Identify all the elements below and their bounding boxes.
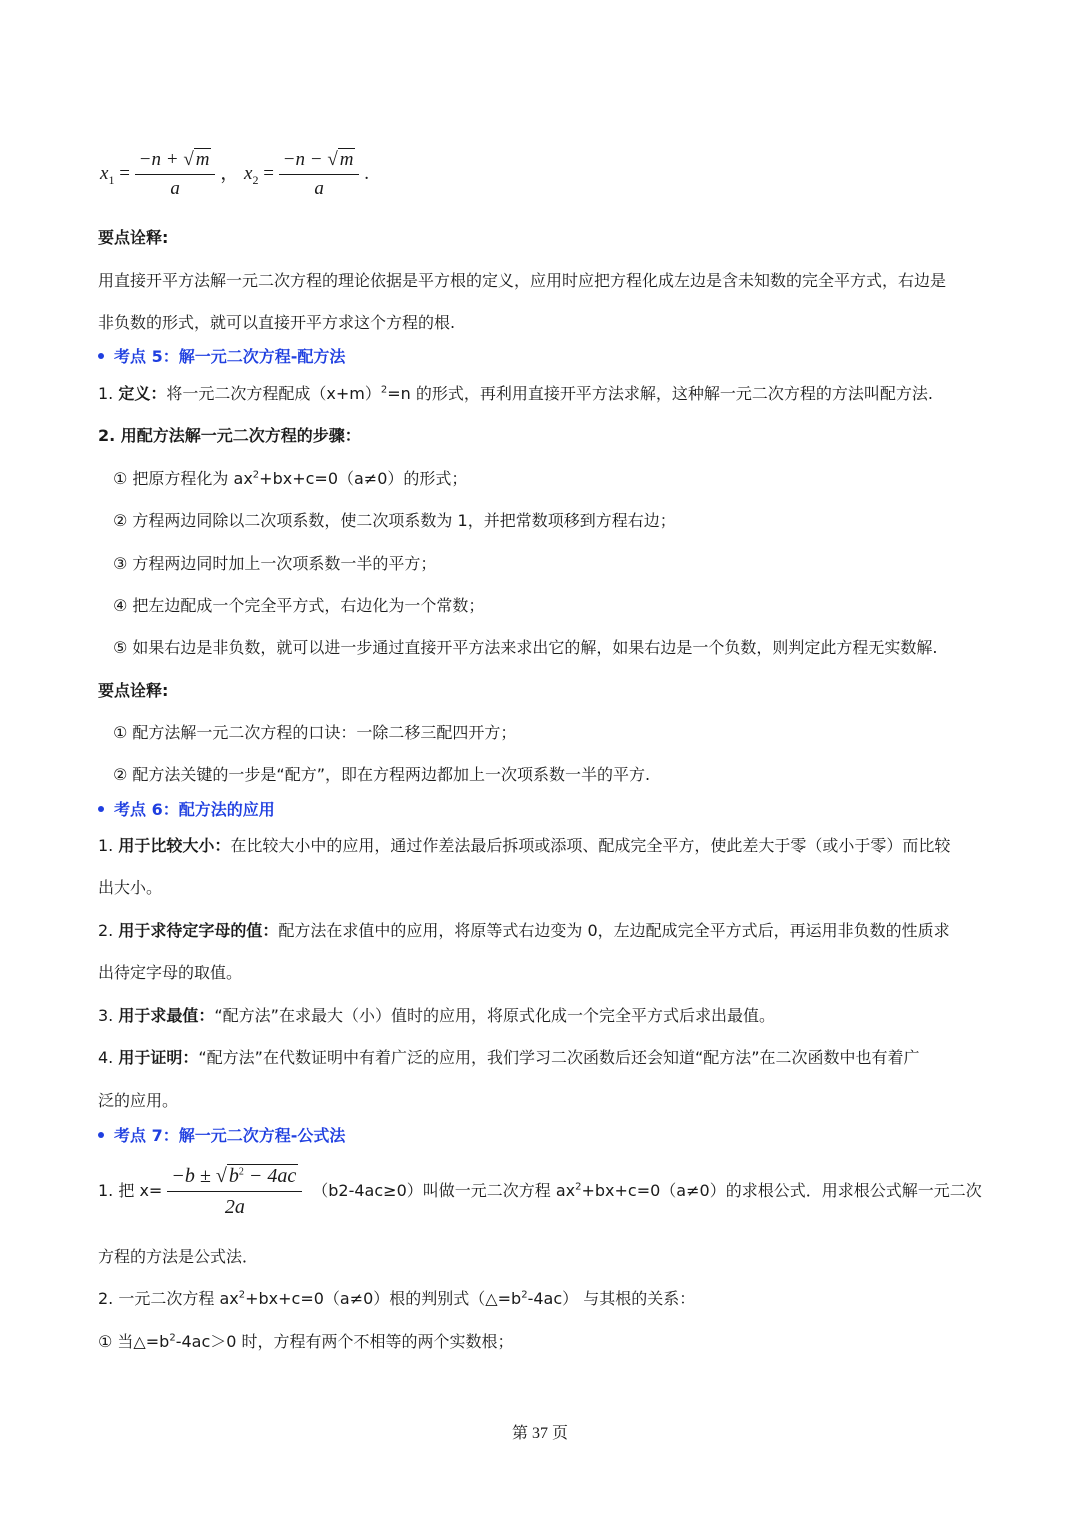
quadratic-formula: $\frac{-b \pm √ b^2 - 4ac}{2a}$ (167, 1163, 302, 1220)
kp6-item-2-cont: 出待定字母的取值。 (98, 963, 243, 982)
kp7-formula-cont: 方程的方法是公式法． (98, 1247, 259, 1266)
note1-line1: 用直接开平方法解一元二次方程的理论依据是平方根的定义，应用时应把方程化成左边是含未知数的完全平方式，右边是 (98, 271, 947, 290)
x1-label: $x_1$ (100, 162, 115, 187)
kp7-heading: 考点 7：解一元二次方程-公式法 (98, 1126, 345, 1146)
note1-line2: 非负数的形式，就可以直接开平方求这个方程的根. (98, 313, 456, 332)
bullet-dot (98, 353, 104, 359)
kp5-steps-title: 2. 用配方法解一元二次方程的步骤： (98, 426, 361, 445)
kp6-item-1: 1. 用于比较大小：在比较大小中的应用，通过作差法最后拆项或添项、配成完全平方，使此差大于零（或小于零）而比较 (98, 836, 951, 855)
x1-fraction: $\frac{-n + √ m}{a}$ (135, 148, 216, 201)
bullet-dot (98, 1132, 104, 1138)
kp6-item-1-cont: 出大小。 (98, 878, 163, 897)
kp5-definition: 1. 定义：将一元二次方程配成$(x+m)^2=n$ 的形式，再利用直接开平方法求解，这种解一元二次方程的方法叫配方法. (98, 384, 933, 403)
kp7-discriminant: 2. 一元二次方程 $ax^2+bx+c=0(a\ne 0)$根的判别式$(\triangle=b^2-4ac)$ 与其根的关系： (98, 1289, 696, 1308)
note2-item-2: ② 配方法关键的一步是“配方”，即在方程两边都加上一次项系数一半的平方. (113, 765, 651, 784)
x2-label: $x_2$ (244, 162, 259, 187)
kp5-step-3: ③ 方程两边同时加上一次项系数一半的平方； (113, 554, 437, 573)
kp6-item-4-cont: 泛的应用。 (98, 1091, 179, 1110)
kp5-step-5: ⑤ 如果右边是非负数，就可以进一步通过直接开平方法来求出它的解，如果右边是一个负数，则判定此方程无实数解. (113, 638, 938, 657)
kp6-item-2: 2. 用于求待定字母的值：配方法在求值中的应用，将原等式右边变为 0，左边配成完全平方式后，再运用非负数的性质求 (98, 921, 950, 940)
kp5-step-4: ④ 把左边配成一个完全平方式，右边化为一个常数； (113, 596, 485, 615)
x2-fraction: $\frac{-n - √ m}{a}$ (279, 148, 360, 201)
note-title-1: 要点诠释: (98, 228, 169, 247)
kp7-quadratic-formula-line: 1. 把 x= $\frac{-b \pm √ b^2 - 4ac}{2a}$ （b2-4ac≥0）叫做一元二次方程 $ax^2+bx+c=0(a\ne 0)$的求根公式．用求根公式解一元二次 (98, 1165, 982, 1218)
note2-item-1: ① 配方法解一元二次方程的口诀：一除二移三配四开方； (113, 723, 517, 742)
kp6-item-4: 4. 用于证明：“配方法”在代数证明中有着广泛的应用，我们学习二次函数后还会知道“配方法”在二次函数中也有着广 (98, 1048, 920, 1067)
kp6-item-3: 3. 用于求最值：“配方法”在求最大（小）值时的应用，将原式化成一个完全平方式后求出最值。 (98, 1006, 775, 1025)
kp5-heading: 考点 5：解一元二次方程-配方法 (98, 347, 345, 367)
bullet-dot (98, 806, 104, 812)
root-formula: $x_1$ = $\frac{-n + √ m}{a}$ ， $x_2$ = $\frac{-n - √ m}{a}$ . (100, 149, 369, 199)
kp5-step-1: ① 把原方程化为 $ax^2+bx+c=0(a\ne 0)$的形式； (113, 469, 468, 488)
kp5-step-2: ② 方程两边同除以二次项系数，使二次项系数为 1，并把常数项移到方程右边； (113, 511, 676, 530)
note-title-2: 要点诠释: (98, 681, 169, 700)
page-number: 第 37 页 (511, 1425, 568, 1442)
kp7-case-1: ① 当$\triangle=b^2-4ac>0$ 时，方程有两个不相等的两个实数根； (98, 1332, 514, 1351)
kp6-heading: 考点 6：配方法的应用 (98, 800, 275, 820)
